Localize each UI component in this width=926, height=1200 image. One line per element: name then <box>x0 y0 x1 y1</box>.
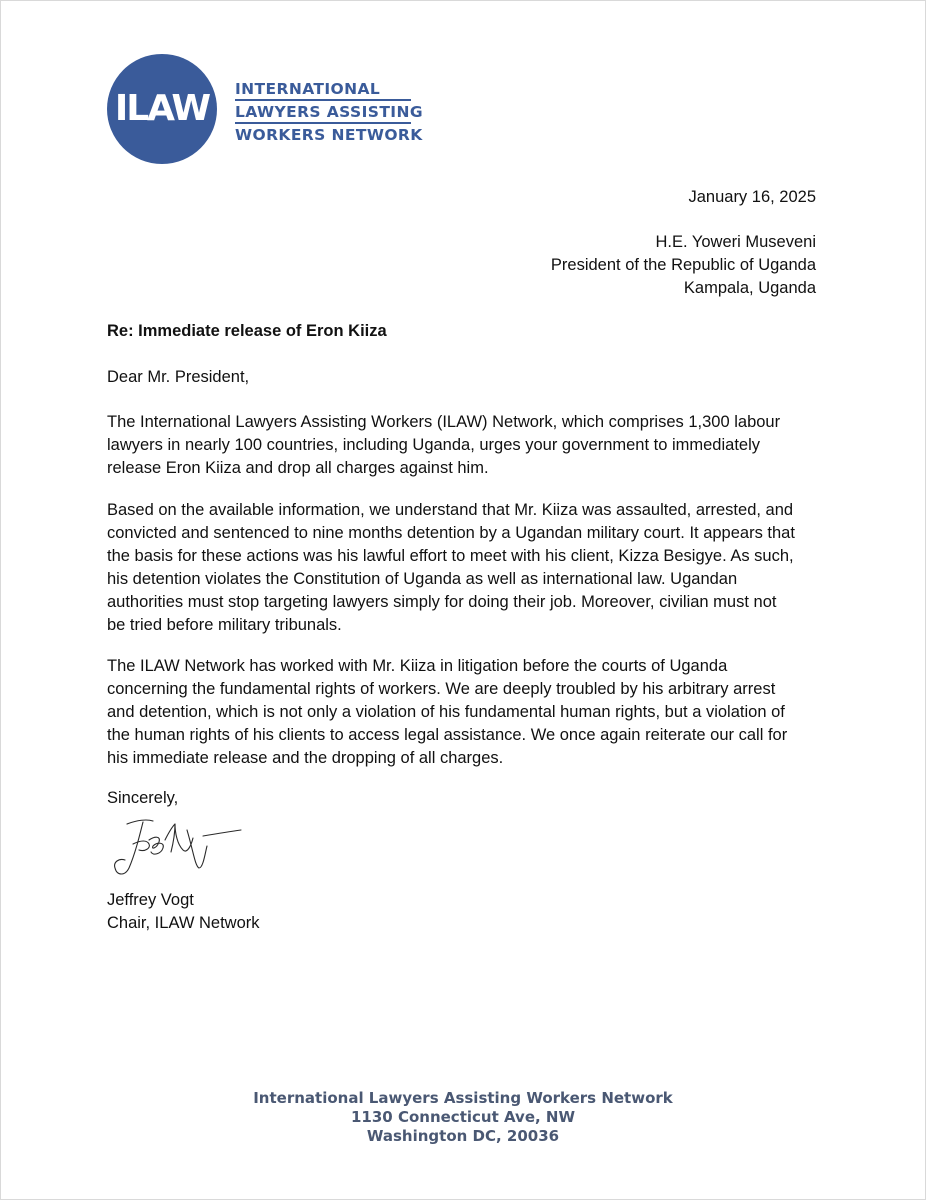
footer-organization: International Lawyers Assisting Workers Network <box>253 1089 673 1107</box>
paragraph-line: his detention violates the Constitution of Uganda as well as international law. Ugandan <box>107 570 738 588</box>
salutation: Dear Mr. President, <box>107 368 250 386</box>
signer-name: Jeffrey Vogt <box>107 891 194 909</box>
logo-wordmark-line-2: LAWYERS ASSISTING <box>235 103 423 121</box>
body-paragraph-2 <box>107 499 827 637</box>
paragraph-line: The International Lawyers Assisting Workers (ILAW) Network, which comprises 1,300 labour <box>107 413 781 431</box>
logo-wordmark-line-1: INTERNATIONAL <box>235 80 381 98</box>
recipient-address <box>551 231 816 300</box>
signature-icon <box>103 810 248 885</box>
paragraph-line: his immediate release and the dropping of all charges. <box>107 749 504 767</box>
paragraph-line: release Eron Kiiza and drop all charges against him. <box>107 459 489 477</box>
recipient-name: H.E. Yoweri Museveni <box>655 233 816 251</box>
paragraph-line: the basis for these actions was his lawful effort to meet with his client, Kizza Besigye. As such, <box>107 547 794 565</box>
logo-mark-text: ILAW <box>114 88 210 129</box>
recipient-title: President of the Republic of Uganda <box>550 256 816 274</box>
logo-wordmark-line-3: WORKERS NETWORK <box>235 126 423 144</box>
footer-city: Washington DC, 20036 <box>366 1127 560 1145</box>
letter-subject: Re: Immediate release of Eron Kiiza <box>107 322 387 340</box>
paragraph-line: The ILAW Network has worked with Mr. Kiiza in litigation before the courts of Uganda <box>107 657 728 675</box>
paragraph-line: and detention, which is not only a violation of his fundamental human rights, but a violation of <box>107 703 785 721</box>
body-paragraph-1 <box>107 411 827 480</box>
closing: Sincerely, <box>107 789 179 807</box>
paragraph-line: lawyers in nearly 100 countries, including Uganda, urges your government to immediately <box>107 436 761 454</box>
ilaw-logo-mark <box>107 54 217 164</box>
paragraph-line: Based on the available information, we understand that Mr. Kiiza was assaulted, arrested, and <box>107 501 794 519</box>
paragraph-line: be tried before military tribunals. <box>107 616 342 634</box>
body-paragraph-3 <box>107 655 827 770</box>
paragraph-line: convicted and sentenced to nine months detention by a Ugandan military court. It appears that <box>107 524 795 542</box>
recipient-location: Kampala, Uganda <box>683 279 816 297</box>
signer-title: Chair, ILAW Network <box>107 914 260 932</box>
paragraph-line: concerning the fundamental rights of workers. We are deeply troubled by his arbitrary arrest <box>107 680 776 698</box>
footer-street: 1130 Connecticut Ave, NW <box>350 1108 576 1126</box>
paragraph-line: the human rights of his clients to access legal assistance. We once again reiterate our call for <box>107 726 788 744</box>
letter-date: January 16, 2025 <box>688 188 816 206</box>
paragraph-line: authorities must stop targeting lawyers simply for doing their job. Moreover, civilian must not <box>107 593 777 611</box>
logo-divider-2 <box>235 122 411 124</box>
logo-divider-1 <box>235 99 411 101</box>
